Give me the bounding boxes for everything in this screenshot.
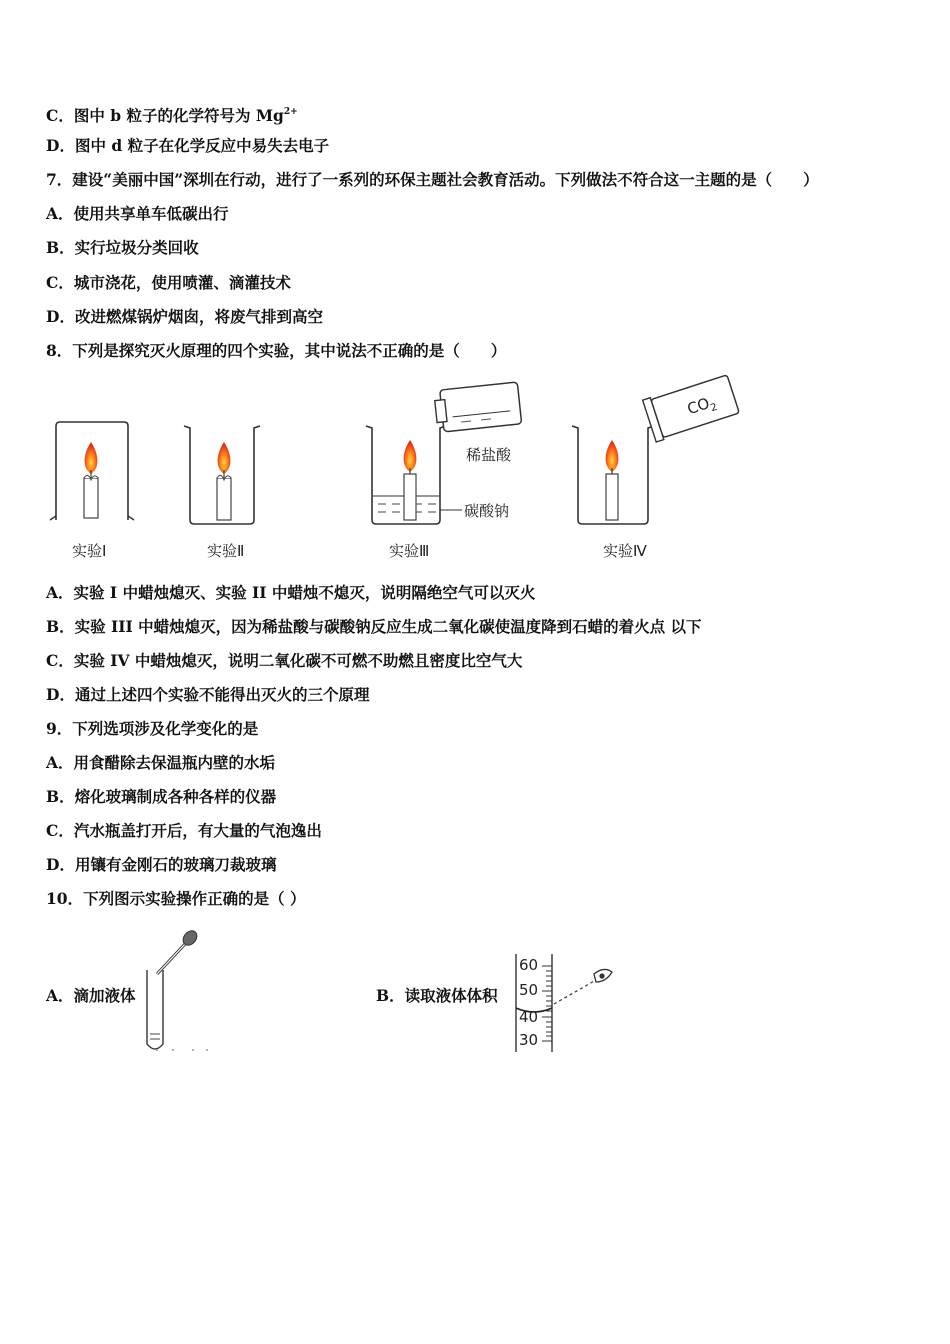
option-text: 使用共享单车低碳出行 bbox=[73, 204, 229, 223]
q9-option-d bbox=[46, 855, 276, 875]
tick-label: 30 bbox=[519, 1031, 539, 1049]
experiment-4-apparatus bbox=[572, 373, 740, 524]
tick-label: 40 bbox=[519, 1008, 539, 1026]
candle bbox=[404, 474, 416, 520]
option-letter: B． bbox=[376, 986, 405, 1005]
option-letter: C． bbox=[46, 273, 74, 292]
flame-icon bbox=[404, 440, 417, 472]
q8-option-a bbox=[46, 583, 535, 603]
option-letter: D． bbox=[46, 136, 75, 155]
q10-stem: 10．下列图示实验操作正确的是（ ） bbox=[46, 889, 306, 908]
option-text: 用食醋除去保温瓶内壁的水垢 bbox=[73, 753, 276, 772]
option-letter: B． bbox=[46, 617, 75, 636]
q9-option-b bbox=[46, 787, 276, 807]
option-letter: B． bbox=[46, 238, 75, 257]
option-text: 汽水瓶盖打开后，有大量的气泡逸出 bbox=[73, 821, 322, 840]
candle bbox=[606, 474, 618, 520]
option-text: 城市浇花，使用喷灌、滴灌技术 bbox=[73, 273, 291, 292]
experiment-4-label: 实验Ⅳ bbox=[603, 542, 647, 560]
experiment-3-label: 实验Ⅲ bbox=[389, 542, 430, 560]
option-text: 通过上述四个实验不能得出灭火的三个原理 bbox=[74, 685, 370, 704]
option-text: 实行垃圾分类回收 bbox=[74, 238, 199, 257]
option-letter: C． bbox=[46, 651, 74, 670]
q10-option-a bbox=[46, 986, 136, 1006]
q7-option-b bbox=[46, 238, 199, 258]
flame-icon bbox=[85, 442, 98, 474]
option-letter: D． bbox=[46, 685, 75, 704]
co2-label: $CO_2$ bbox=[685, 394, 719, 419]
option-letter: C． bbox=[46, 821, 74, 840]
q7-option-c bbox=[46, 273, 291, 293]
acid-reagent-bottle bbox=[434, 382, 522, 433]
option-text: 熔化玻璃制成各种各样的仪器 bbox=[74, 787, 277, 806]
option-letter: A． bbox=[46, 204, 74, 223]
option-text: 图中 b 粒子的化学符号为 Mg bbox=[73, 106, 284, 125]
q8-option-c bbox=[46, 651, 522, 671]
candle bbox=[217, 478, 231, 520]
option-text: 图中 d 粒子在化学反应中易失去电子 bbox=[74, 136, 330, 155]
option-letter: D． bbox=[46, 855, 75, 874]
flame-icon bbox=[606, 440, 619, 472]
option-text: 实验 III 中蜡烛熄灭，因为稀盐酸与碳酸钠反应生成二氧化碳使温度降到石蜡的着火点 以下 bbox=[74, 617, 702, 636]
q8-option-d bbox=[46, 685, 369, 705]
ion-charge: 2+ bbox=[283, 107, 298, 117]
option-letter: A． bbox=[46, 583, 74, 602]
option-letter: C． bbox=[46, 106, 74, 125]
experiment-3-apparatus bbox=[366, 382, 522, 524]
q9-option-c bbox=[46, 821, 322, 841]
option-letter: A． bbox=[46, 753, 74, 772]
option-letter: D． bbox=[46, 307, 75, 326]
experiment-2-apparatus bbox=[184, 426, 260, 524]
candle bbox=[84, 478, 98, 518]
option-text: 实验 I 中蜡烛熄灭、实验 II 中蜡烛不熄灭，说明隔绝空气可以灭火 bbox=[73, 583, 536, 602]
q6-option-d bbox=[46, 136, 329, 156]
acid-label: 稀盐酸 bbox=[466, 446, 512, 464]
co2-gas-jar bbox=[643, 373, 740, 442]
dropper-test-tube-figure bbox=[135, 926, 215, 1056]
q10-option-b bbox=[376, 986, 498, 1006]
option-text: 用镶有金刚石的玻璃刀裁玻璃 bbox=[74, 855, 277, 874]
graduated-cylinder-figure bbox=[508, 950, 620, 1054]
q7-option-a bbox=[46, 204, 229, 224]
carbonate-label: 碳酸钠 bbox=[464, 502, 510, 520]
q9-stem: 9．下列选项涉及化学变化的是 bbox=[46, 719, 259, 738]
q8-stem: 8．下列是探究灭火原理的四个实验，其中说法不正确的是（ ） bbox=[46, 341, 507, 360]
test-tube bbox=[147, 970, 163, 1049]
tick-label: 60 bbox=[519, 956, 539, 974]
flame-icon bbox=[218, 442, 231, 474]
option-text: 滴加液体 bbox=[73, 986, 136, 1005]
option-text: 读取液体体积 bbox=[404, 986, 498, 1005]
q9-option-a bbox=[46, 753, 275, 773]
q6-option-c bbox=[46, 102, 298, 126]
option-text: 改进燃煤锅炉烟囱，将废气排到高空 bbox=[74, 307, 323, 326]
experiment-1-apparatus bbox=[50, 422, 134, 520]
option-letter: B． bbox=[46, 787, 75, 806]
q7-stem: 7．建设“美丽中国”深圳在行动，进行了一系列的环保主题社会教育活动。下列做法不符合这一主题的是（ ） bbox=[46, 170, 819, 189]
option-letter: A． bbox=[46, 986, 74, 1005]
sight-line bbox=[554, 980, 596, 1004]
experiment-1-label: 实验Ⅰ bbox=[72, 542, 107, 560]
q7-option-d bbox=[46, 307, 323, 327]
option-text: 实验 IV 中蜡烛熄灭，说明二氧化碳不可燃不助燃且密度比空气大 bbox=[73, 651, 523, 670]
tick-label: 50 bbox=[519, 981, 539, 999]
experiment-2-label: 实验Ⅱ bbox=[207, 542, 245, 560]
q8-option-b bbox=[46, 617, 702, 637]
